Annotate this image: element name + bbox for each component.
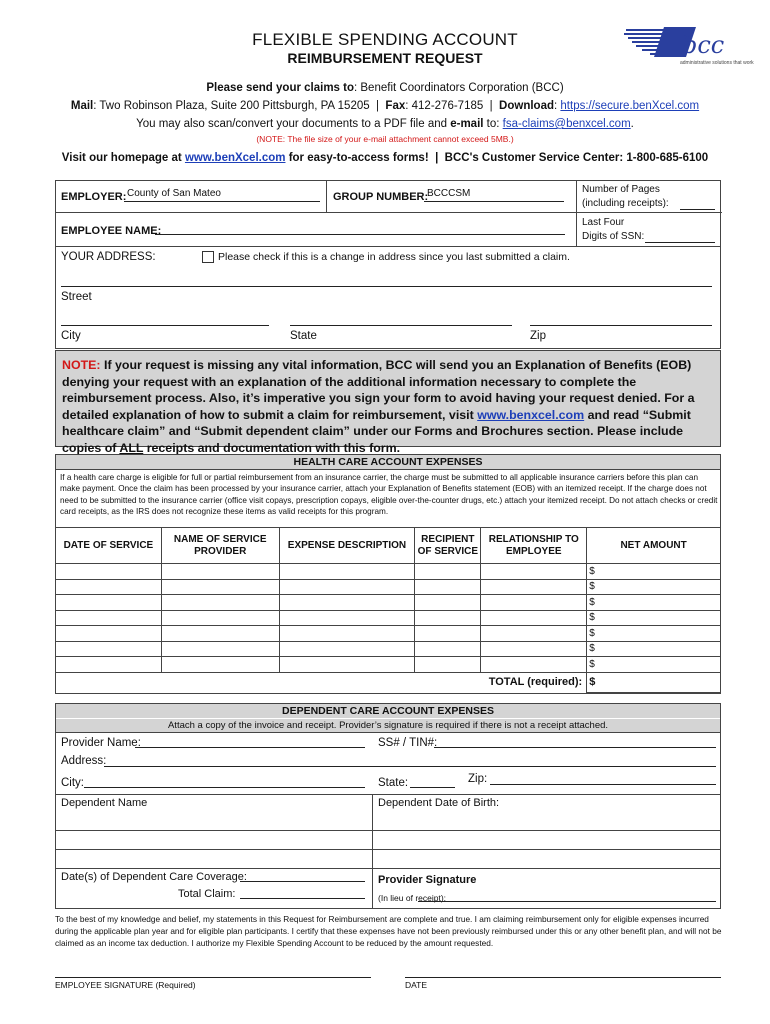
ssn-label-1: Last Four <box>582 217 625 228</box>
amount-cell[interactable]: $ <box>587 579 721 595</box>
in-lieu-label: (In lieu of receipt): <box>378 893 447 903</box>
address-label: YOUR ADDRESS: <box>61 251 156 263</box>
note-text-1: If your request is missing any vital information, BCC will send you an Explanation of Benefits (EOB) denying your request with an explanation of the additional information necessary to complete the reimbursement process. Also, it’s imperative you sign your form to avoid having your request denied. For a detailed explanation of how to submit a claim for reimbursement, visit <box>62 358 695 422</box>
send-label: Please send your claims to <box>206 82 354 94</box>
total-amount[interactable]: $ <box>587 672 721 692</box>
mail-line <box>50 100 720 112</box>
email-to: to: <box>486 118 500 130</box>
coverage-dates-field[interactable] <box>240 881 365 882</box>
date-label: DATE <box>405 980 428 990</box>
table-row[interactable] <box>56 610 721 626</box>
email-label: e-mail <box>450 118 484 130</box>
col-provider: NAME OF SERVICE PROVIDER <box>161 528 279 564</box>
amount-cell[interactable]: $ <box>587 564 721 580</box>
download-colon: : <box>554 100 558 112</box>
dep-zip-field[interactable] <box>490 784 716 785</box>
dependent-dob-label: Dependent Date of Birth: <box>378 797 500 809</box>
coverage-dates-label: Date(s) of Dependent Care Coverage: <box>61 871 247 883</box>
table-row[interactable] <box>56 657 721 673</box>
col-recipient: RECIPIENT OF SERVICE <box>415 528 481 564</box>
city-field[interactable] <box>61 325 269 326</box>
employer-label: EMPLOYER: <box>61 191 127 203</box>
dep-address-field[interactable] <box>104 766 716 767</box>
address-change-checkbox[interactable] <box>202 251 214 263</box>
pages-label-1: Number of Pages <box>582 184 660 195</box>
amount-cell[interactable]: $ <box>587 641 721 657</box>
health-care-section <box>55 454 721 694</box>
ssn-label-2: Digits of SSN: <box>582 231 645 242</box>
dep-zip-label: Zip: <box>468 773 488 785</box>
pages-label-2: (including receipts): <box>582 198 669 209</box>
amount-cell[interactable]: $ <box>587 626 721 642</box>
street-label: Street <box>61 291 92 303</box>
ssn-tin-label: SS# / TIN#: <box>378 737 438 749</box>
dep-state-field[interactable] <box>410 787 455 788</box>
bcc-logo <box>624 25 754 67</box>
col-date: DATE OF SERVICE <box>56 528 162 564</box>
fax-label: Fax <box>385 100 406 112</box>
state-label: State <box>290 330 317 342</box>
note-label: NOTE: <box>62 358 101 372</box>
employee-name-field[interactable] <box>155 234 565 235</box>
employee-signature-field[interactable] <box>55 977 371 978</box>
dep-city-field[interactable] <box>84 787 365 788</box>
separator: | <box>376 100 380 112</box>
health-description: If a health care charge is eligible for full or partial reimbursement from an insurance carrier, the charge must be submitted to all applicable insurance carriers before this plan can make payment. Once the claim has been processed by your insurance carrier, attach your Explanation of Benefits statement (EOB) with an itemized receipt. If the charge does not need to be submitted to the insurance carrier (office visit copays, prescription copays, eligible over-the-counter drugs, etc.) attach your itemized receipt. Do not attach checks or credit card receipts, as the IRS does not recognize these items as valid receipts for this program. <box>60 473 718 516</box>
dependent-section-title: DEPENDENT CARE ACCOUNT EXPENSES <box>56 704 720 718</box>
table-row[interactable] <box>56 595 721 611</box>
state-field[interactable] <box>290 325 512 326</box>
certification-text: To the best of my knowledge and belief, my statements in this Request for Reimbursement are complete and true. I am claiming reimbursement only for eligible expenses incurred during the applicable plan year and for eligible plan participants. I certify that these expenses have not been previously reimbursed under this or any other benefit plan, and will not be claimed as an income tax deduction. I authorize my Flexible Spending Account to be reduced by the amount requested. <box>55 914 722 948</box>
email-link[interactable]: fsa-claims@benxcel.com <box>502 118 631 130</box>
dep-city-label: City: <box>61 777 84 789</box>
service-center: BCC's Customer Service Center: 1-800-685-6100 <box>444 152 709 164</box>
visit-suffix: for easy-to-access forms! <box>288 152 429 164</box>
ssn-tin-field[interactable] <box>434 747 716 748</box>
provider-name-label: Provider Name: <box>61 737 141 749</box>
table-row[interactable] <box>56 626 721 642</box>
provider-signature-label: Provider Signature <box>378 874 477 886</box>
mail-label: Mail <box>70 100 94 112</box>
amount-cell[interactable]: $ <box>587 657 721 673</box>
send-claims-line <box>50 82 720 94</box>
table-row[interactable] <box>56 579 721 595</box>
health-section-title: HEALTH CARE ACCOUNT EXPENSES <box>56 455 720 470</box>
group-number-value[interactable]: BCCCSM <box>427 188 471 199</box>
homepage-link[interactable]: www.benXcel.com <box>184 152 286 164</box>
total-claim-label: Total Claim: <box>178 888 236 900</box>
provider-name-field[interactable] <box>135 747 365 748</box>
email-period: . <box>630 118 634 130</box>
group-number-label: GROUP NUMBER: <box>333 191 429 203</box>
homepage-line <box>50 152 720 164</box>
zip-field[interactable] <box>530 325 712 326</box>
visit-text: Visit our homepage at <box>61 152 182 164</box>
scan-text: You may also scan/convert your documents to a PDF file and <box>136 118 448 130</box>
bcc-logo-icon <box>624 25 754 67</box>
table-row[interactable] <box>56 564 721 580</box>
col-relationship: RELATIONSHIP TO EMPLOYEE <box>481 528 587 564</box>
form-subtitle: REIMBURSEMENT REQUEST <box>287 50 483 66</box>
dep-address-label: Address: <box>61 755 107 767</box>
download-link[interactable]: https://secure.benXcel.com <box>560 100 700 112</box>
amount-cell[interactable]: $ <box>587 610 721 626</box>
total-claim-field[interactable] <box>240 898 365 899</box>
employee-name-label: EMPLOYEE NAME: <box>61 225 162 237</box>
dependent-row[interactable] <box>55 868 721 869</box>
send-value: : Benefit Coordinators Corporation (BCC) <box>354 82 564 94</box>
svg-text:bcc: bcc <box>682 31 725 59</box>
table-header-row <box>56 528 721 564</box>
svg-text:administrative solutions that: administrative solutions that work <box>680 60 754 66</box>
dependent-row[interactable] <box>55 830 721 831</box>
address-change-text: Please check if this is a change in address since you last submitted a claim. <box>218 251 570 263</box>
form-title: FLEXIBLE SPENDING ACCOUNT <box>252 30 518 49</box>
zip-label: Zip <box>530 330 546 342</box>
street-field[interactable] <box>61 286 712 287</box>
note-text-2: and read “Submit healthcare claim” and “Submit dependent claim” under our Forms and Brochures section. Please include copies of <box>62 407 691 455</box>
amount-cell[interactable]: $ <box>587 595 721 611</box>
date-field[interactable] <box>405 977 721 978</box>
provider-signature-field[interactable] <box>418 901 716 902</box>
attachment-note: (NOTE: The file size of your e-mail attachment cannot exceed 5MB.) <box>256 134 514 144</box>
dep-state-label: State: <box>378 777 409 789</box>
table-row[interactable] <box>56 641 721 657</box>
note-text-3: receipts and documentation with this form. <box>146 440 401 455</box>
dependent-row[interactable] <box>55 849 721 850</box>
employer-value[interactable]: County of San Mateo <box>127 188 221 199</box>
separator: | <box>489 100 493 112</box>
col-amount: NET AMOUNT <box>587 528 721 564</box>
dependent-subtitle: Attach a copy of the invoice and receipt. Provider’s signature is required if there is not a receipt attached. <box>56 719 720 733</box>
note-box <box>55 350 721 455</box>
note-all: ALL <box>119 440 144 455</box>
employee-signature-label: EMPLOYEE SIGNATURE (Required) <box>55 980 196 990</box>
note-link[interactable]: www.benxcel.com <box>477 407 585 422</box>
health-expense-table <box>55 527 721 693</box>
col-description: EXPENSE DESCRIPTION <box>279 528 415 564</box>
separator: | <box>435 152 439 164</box>
city-label: City <box>61 330 81 342</box>
pages-field[interactable] <box>680 209 715 210</box>
download-label: Download <box>499 100 554 112</box>
fax-value: : 412-276-7185 <box>405 100 484 112</box>
total-label: TOTAL (required): <box>56 672 587 692</box>
mail-value: : Two Robinson Plaza, Suite 200 Pittsburgh, PA 15205 <box>93 100 370 112</box>
scan-line <box>50 118 720 130</box>
dependent-name-label: Dependent Name <box>61 797 148 809</box>
total-row <box>56 672 721 692</box>
ssn-field[interactable] <box>645 242 715 243</box>
